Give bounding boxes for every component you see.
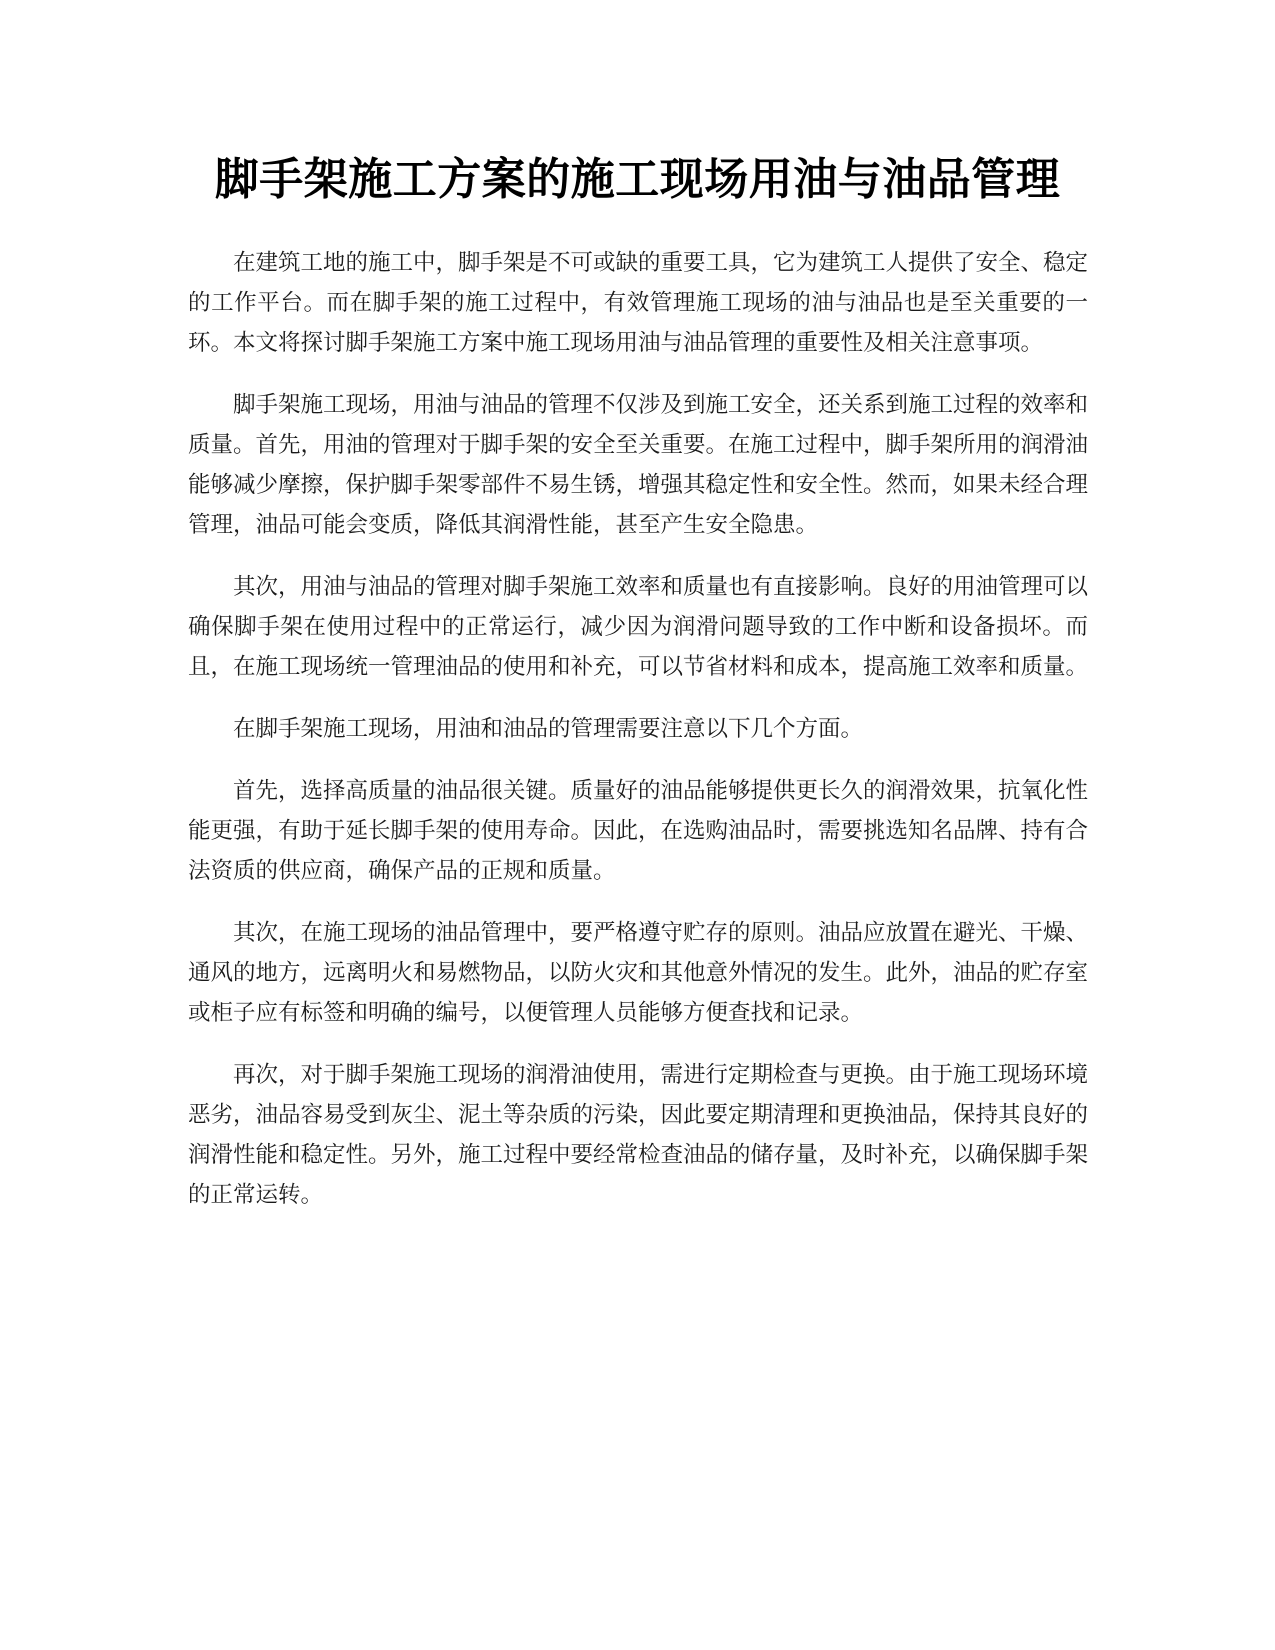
document-body: [188, 243, 1088, 1237]
paragraph-6: 其次，在施工现场的油品管理中，要严格遵守贮存的原则。油品应放置在避光、干燥、通风的地方，远离明火和易燃物品，以防火灾和其他意外情况的发生。此外，油品的贮存室或柜子应有标签和明确的编号，以便管理人员能够方便查找和记录。: [188, 920, 1089, 1026]
paragraph-3: 其次，用油与油品的管理对脚手架施工效率和质量也有直接影响。良好的用油管理可以确保脚手架在使用过程中的正常运行，减少因为润滑问题导致的工作中断和设备损坏。而且，在施工现场统一管理油品的使用和补充，可以节省材料和成本，提高施工效率和质量。: [188, 574, 1089, 680]
document-title: 脚手架施工方案的施工现场用油与油品管理: [214, 154, 1061, 205]
paragraph-4: 在脚手架施工现场，用油和油品的管理需要注意以下几个方面。: [233, 716, 864, 742]
paragraph-1: 在建筑工地的施工中，脚手架是不可或缺的重要工具，它为建筑工人提供了安全、稳定的工作平台。而在脚手架的施工过程中，有效管理施工现场的油与油品也是至关重要的一环。本文将探讨脚手架施工方案中施工现场用油与油品管理的重要性及相关注意事项。: [188, 250, 1089, 356]
paragraph-5: 首先，选择高质量的油品很关键。质量好的油品能够提供更长久的润滑效果，抗氧化性能更强，有助于延长脚手架的使用寿命。因此，在选购油品时，需要挑选知名品牌、持有合法资质的供应商，确保产品的正规和质量。: [188, 778, 1089, 884]
paragraph-2: 脚手架施工现场，用油与油品的管理不仅涉及到施工安全，还关系到施工过程的效率和质量。首先，用油的管理对于脚手架的安全至关重要。在施工过程中，脚手架所用的润滑油能够减少摩擦，保护脚手架零部件不易生锈，增强其稳定性和安全性。然而，如果未经合理管理，油品可能会变质，降低其润滑性能，甚至产生安全隐患。: [188, 392, 1089, 538]
paragraph-7: 再次，对于脚手架施工现场的润滑油使用，需进行定期检查与更换。由于施工现场环境恶劣，油品容易受到灰尘、泥土等杂质的污染，因此要定期清理和更换油品，保持其良好的润滑性能和稳定性。另外，施工过程中要经常检查油品的储存量，及时补充，以确保脚手架的正常运转。: [188, 1062, 1089, 1208]
